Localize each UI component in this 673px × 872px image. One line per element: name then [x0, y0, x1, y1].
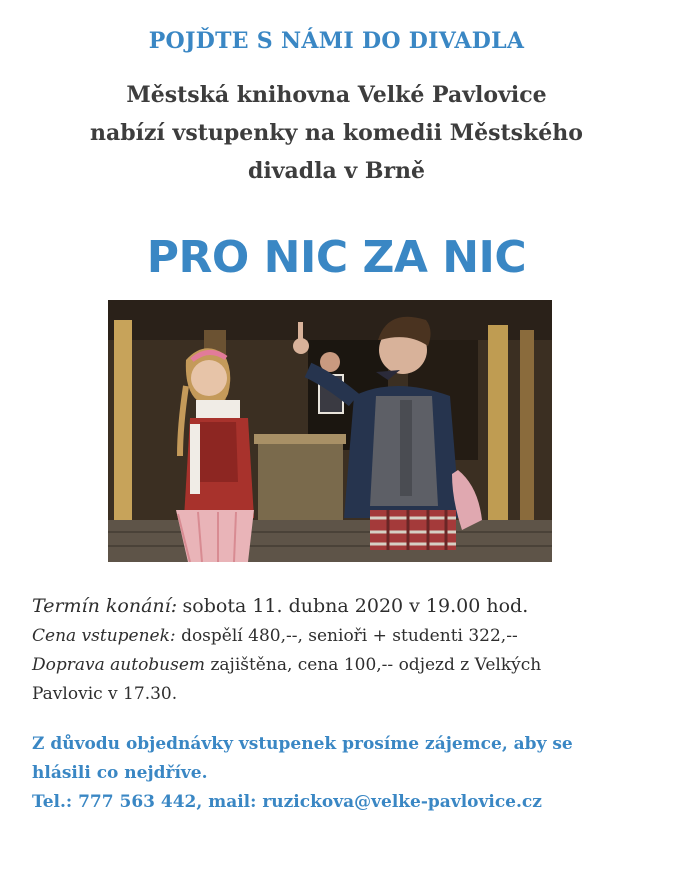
poster-kicker: POJĎTE S NÁMI DO DIVADLA	[148, 28, 525, 54]
price-label: Cena vstupenek:	[32, 626, 176, 646]
contact-line: Z důvodu objednávky vstupenek prosíme zájemce, aby se	[32, 734, 573, 754]
date-line	[32, 592, 652, 622]
transport-label: Doprava autobusem	[32, 655, 206, 675]
date-value: sobota 11. dubna 2020 v 19.00 hod.	[182, 595, 529, 617]
transport-value-line2: Pavlovic v 17.30.	[32, 684, 178, 704]
transport-value-line1: zajištěna, cena 100,-- odjezd z Velkých	[210, 655, 542, 675]
contact-info	[32, 730, 652, 817]
intro-line: nabízí vstupenky na komedii Městského	[90, 120, 583, 146]
play-title: PRO NIC ZA NIC	[146, 232, 527, 283]
event-details	[32, 592, 652, 709]
date-label: Termín konání:	[32, 595, 178, 617]
intro-line: divadla v Brně	[247, 158, 426, 184]
poster-intro	[0, 76, 673, 190]
play-photo	[108, 300, 552, 562]
transport-line-continued	[32, 680, 652, 709]
price-line	[32, 622, 652, 651]
stage-scene-illustration	[108, 300, 552, 562]
contact-phone-mail: Tel.: 777 563 442, mail: ruzickova@velke-pavlovice.cz	[32, 792, 542, 812]
contact-line: hlásili co nejdříve.	[32, 763, 208, 783]
intro-line: Městská knihovna Velké Pavlovice	[126, 82, 547, 108]
transport-line	[32, 651, 652, 680]
price-value: dospělí 480,--, senioři + studenti 322,--	[181, 626, 518, 646]
